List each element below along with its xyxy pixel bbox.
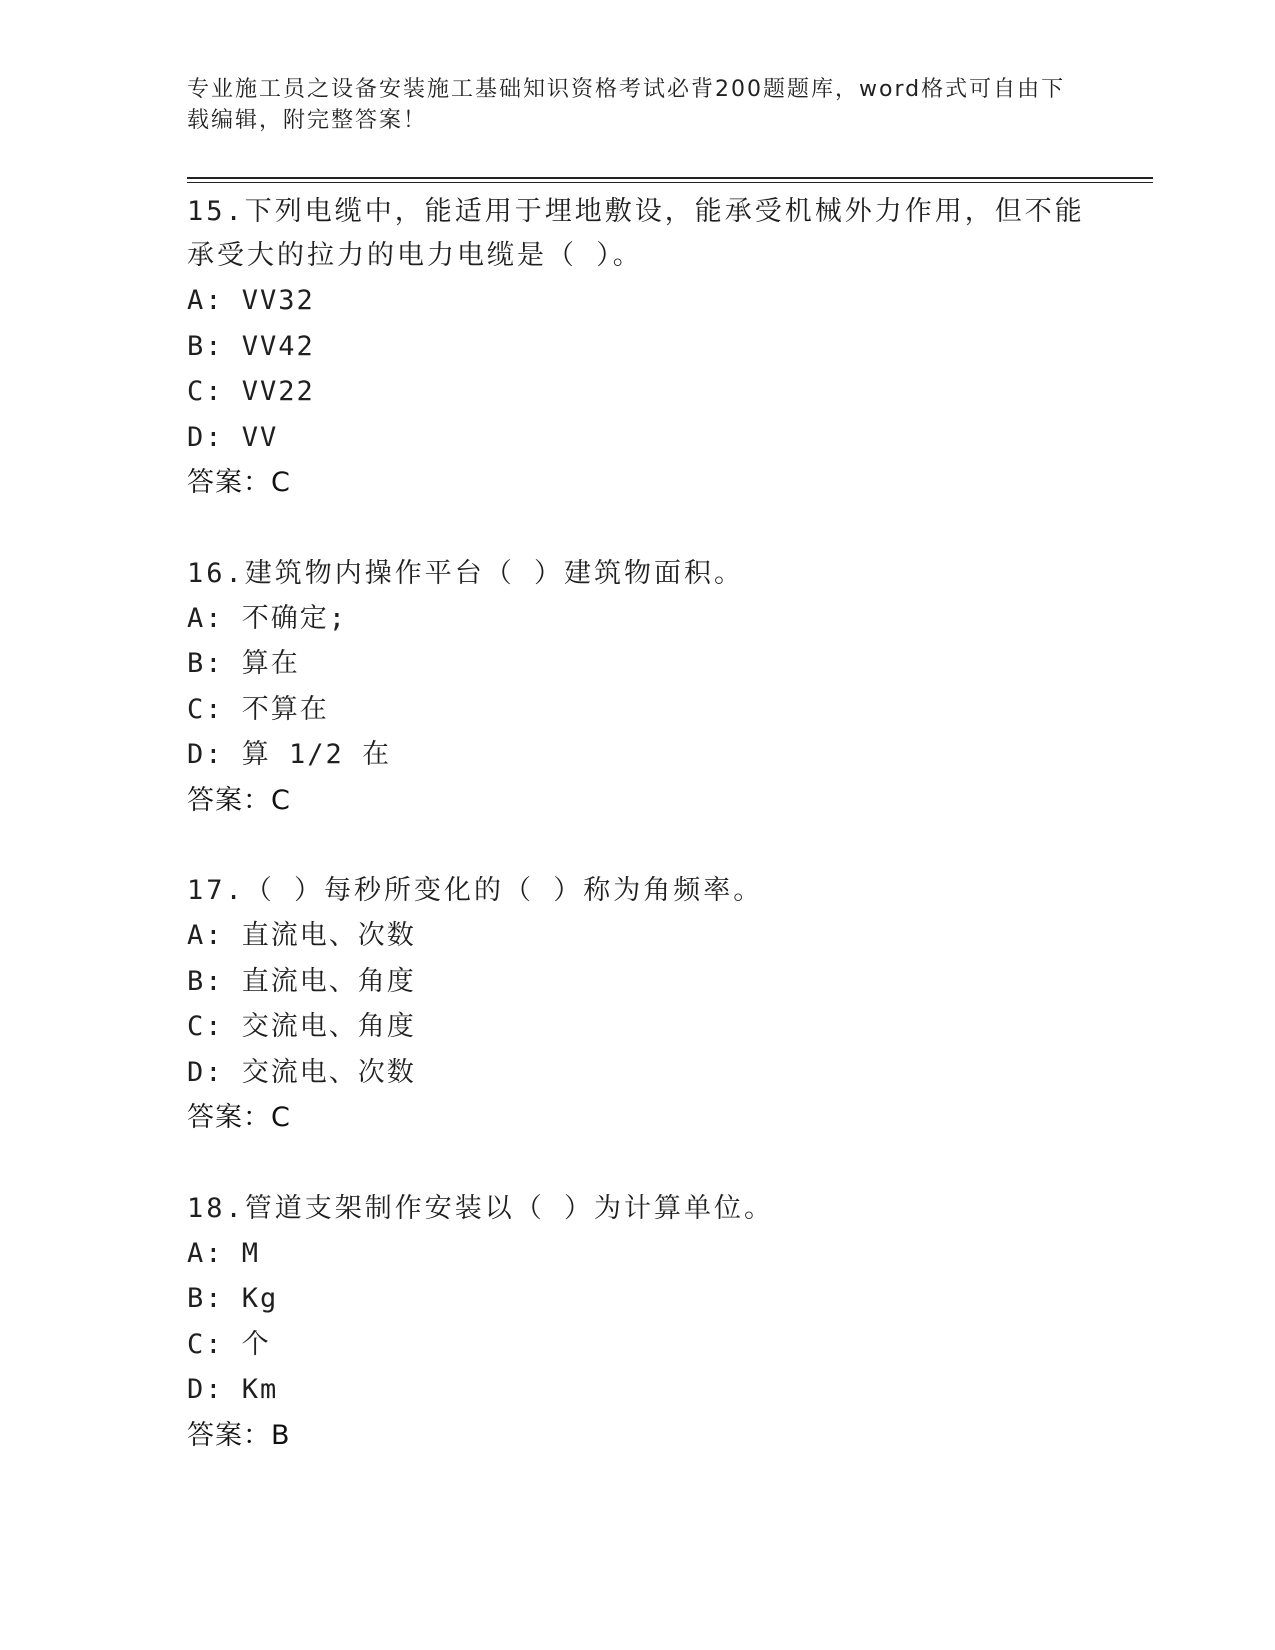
option-a: A: M	[187, 1237, 261, 1269]
option-a: A: 不确定;	[187, 602, 348, 634]
question-18	[187, 1187, 1087, 1459]
question-stem: 18.管道支架制作安装以（ ）为计算单位。	[187, 1192, 775, 1224]
question-15	[187, 190, 1087, 506]
option-c: C: 不算在	[187, 693, 329, 725]
answer: 答案：B	[187, 1419, 291, 1451]
question-gap	[187, 1141, 1087, 1187]
option-a: A: 直流电、次数	[187, 920, 416, 951]
option-c: C: 交流电、角度	[187, 1011, 416, 1042]
document-header: 专业施工员之设备安装施工基础知识资格考试必背200题题库，word格式可自由下载编辑，附完整答案！	[187, 77, 1066, 133]
answer: 答案：C	[187, 1102, 291, 1133]
question-stem: 16.建筑物内操作平台（ ）建筑物面积。	[187, 557, 745, 589]
option-a: A: VV32	[187, 285, 315, 316]
question-17	[187, 869, 1087, 1141]
option-c: C: VV22	[187, 376, 315, 407]
question-stem: 17.（ ）每秒所变化的（ ）称为角频率。	[187, 875, 764, 906]
option-b: B: Kg	[187, 1283, 279, 1314]
option-d: D: VV	[187, 421, 279, 453]
option-d: D: 算 1/2 在	[187, 739, 392, 770]
answer: 答案：C	[187, 467, 291, 498]
question-list	[187, 190, 1087, 1458]
option-b: B: 直流电、角度	[187, 965, 416, 997]
option-c: C: 个	[187, 1328, 271, 1360]
header-divider-thin	[187, 182, 1153, 183]
question-gap	[187, 823, 1087, 869]
header-divider-thick	[187, 177, 1153, 179]
option-d: D: 交流电、次数	[187, 1056, 416, 1088]
option-b: B: 算在	[187, 648, 300, 679]
answer: 答案：C	[187, 784, 291, 816]
question-stem: 15.下列电缆中，能适用于埋地敷设，能承受机械外力作用，但不能承受大的拉力的电力电缆是（ ）。	[187, 196, 1085, 271]
question-gap	[187, 506, 1087, 552]
option-b: B: VV42	[187, 330, 315, 362]
question-16	[187, 552, 1087, 824]
option-d: D: Km	[187, 1374, 279, 1405]
